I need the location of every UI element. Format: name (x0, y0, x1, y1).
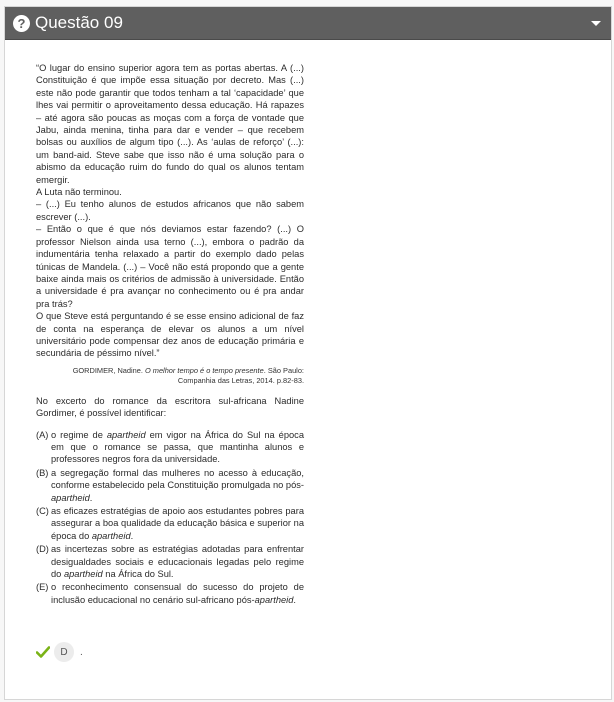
option-letter: (D) (36, 544, 49, 555)
answer-row (36, 642, 83, 662)
answer-trailing: . (80, 646, 83, 658)
option-letter: (C) (36, 506, 49, 516)
option-d[interactable] (36, 543, 304, 580)
citation-title: O melhor tempo é o tempo presente (144, 365, 264, 375)
option-text: a segregação formal das mulheres no acesso à educação, conforme estabelecido pela Constituição promulgada no pós-apartheid. (51, 467, 304, 503)
quote-paragraph: “O lugar do ensino superior agora tem as portas abertas. A (...) Constituição é que impõe essa situação por decreto. Mas (...) este não pode garantir que todos tenham a tal ‘capacidade’ que lhes vai permitir o aproveitamento dessa educação. Há rapazes – até agora são poucas as moças com a força de vontade que Jabu, ainda menina, tinha para dar e vender – que recebem bolsas ou auxílios de algum tipo (...). As ‘aulas de reforço’ (...): um band-aid. Steve sabe que isso não é uma solução para o abismo da educação ruim do fundo do qual os alunos tentam emergir. (36, 63, 304, 185)
chevron-down-icon[interactable] (591, 21, 601, 26)
help-icon[interactable]: ? (13, 15, 30, 32)
option-c[interactable] (36, 505, 304, 542)
citation (36, 366, 304, 387)
quote-paragraph: A Luta não terminou. (36, 187, 122, 198)
citation-author: GORDIMER, Nadine. (72, 365, 145, 375)
option-letter: (A) (36, 429, 49, 440)
answer-letter-badge[interactable]: D (54, 642, 74, 662)
option-text: o reconhecimento consensual do sucesso do projeto de inclusão educacional no cenário sul-africano pós-apartheid. (51, 582, 304, 605)
option-letter: (B) (36, 467, 49, 478)
citation-rest: . São Paulo: Companhia das Letras, 2014. p.82-83. (177, 365, 304, 386)
option-b[interactable] (36, 467, 304, 504)
check-icon (36, 646, 50, 658)
question-content (36, 62, 304, 607)
option-letter: (E) (36, 582, 49, 593)
question-title: Questão 09 (35, 13, 123, 32)
option-text: as eficazes estratégias de apoio aos estudantes pobres para assegurar a boa qualidade da educação básica e superior na época do apartheid. (51, 506, 304, 541)
quote-paragraph: – Então o que é que nós deviamos estar fazendo? (...) O professor Nielson ainda usa terno (...), embora o padrão da indumentária tenha relaxado a partir do exemplo dado pelas túnicas de Mandela. (...) – Você não está propondo que a gente baixe ainda mais os critérios de admissão à universidade. Então a universidade é pra avançar no conhecimento ou é pra andar pra trás? (36, 224, 304, 309)
option-text: as incertezas sobre as estratégias adotadas para enfrentar desigualdades sociais e educacionais legadas pelo regime do apartheid na África do Sul. (51, 544, 304, 580)
option-e[interactable] (36, 581, 304, 606)
options-list (36, 429, 304, 607)
option-text: o regime de apartheid em vigor na África do Sul na época em que o romance se passa, que mantinha alunos e professores negros fora da universidade. (51, 429, 304, 465)
option-a[interactable] (36, 429, 304, 466)
question-statement: No excerto do romance da escritora sul-africana Nadine Gordimer, é possível identificar: (36, 395, 304, 419)
header-left (13, 13, 123, 33)
quote-paragraph: – (...) Eu tenho alunos de estudos africanos que não sabem escrever (...). (36, 199, 304, 222)
question-header[interactable] (5, 7, 611, 40)
quote-paragraph: O que Steve está perguntando é se esse ensino adicional de faz de conta na esperança de elevar os alunos a um nível universitário pode compensar dez anos de educação primária e secundária de péssimo nível.” (36, 311, 304, 359)
quote-block (36, 62, 304, 360)
